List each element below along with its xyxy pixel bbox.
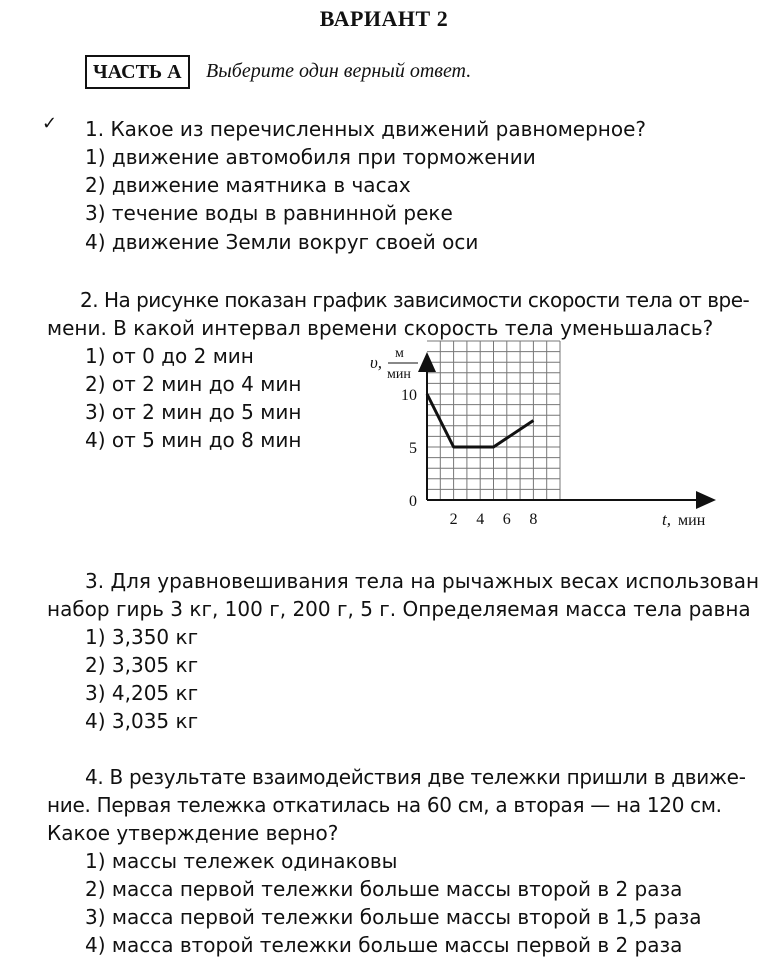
q4-option-4: 4) масса второй тележки больше массы первой в 2 раза bbox=[85, 933, 683, 957]
x-tick-label: 2 bbox=[449, 511, 458, 528]
question-3-text-1: 3. Для уравновешивания тела на рычажных весах использован bbox=[85, 569, 760, 593]
y-tick-label: 0 bbox=[409, 493, 417, 510]
check-mark-icon: ✓ bbox=[42, 113, 58, 134]
x-axis-unit: мин bbox=[678, 512, 706, 529]
y-tick-label: 10 bbox=[401, 387, 417, 404]
q1-option-1: 1) движение автомобиля при торможении bbox=[85, 145, 536, 169]
question-2-text-1: 2. На рисунке показан график зависимости скорости тела от вре- bbox=[80, 288, 750, 312]
q1-option-4: 4) движение Земли вокруг своей оси bbox=[85, 230, 479, 254]
q2-option-4: 4) от 5 мин до 8 мин bbox=[85, 428, 302, 452]
question-1-text: 1. Какое из перечисленных движений равномерное? bbox=[85, 117, 647, 141]
x-tick-label: 6 bbox=[502, 511, 511, 528]
q1-option-2: 2) движение маятника в часах bbox=[85, 173, 411, 197]
q4-option-2: 2) масса первой тележки больше массы второй в 2 раза bbox=[85, 877, 683, 901]
q4-option-1: 1) массы тележек одинаковы bbox=[85, 849, 398, 873]
y-tick-label: 5 bbox=[409, 440, 417, 457]
question-2-text-2: мени. В какой интервал времени скорость тела уменьшалась? bbox=[47, 316, 714, 340]
x-axis-arrow-icon bbox=[696, 491, 716, 509]
question-4-text-2: ние. Первая тележка откатилась на 60 см, а вторая — на 120 см. bbox=[47, 793, 722, 817]
x-axis-symbol: t, bbox=[662, 510, 671, 529]
y-axis-unit-denominator: мин bbox=[387, 367, 411, 382]
velocity-time-chart bbox=[350, 338, 730, 538]
q3-option-4: 4) 3,035 кг bbox=[85, 709, 199, 733]
question-3-text-2: набор гирь 3 кг, 100 г, 200 г, 5 г. Определяемая масса тела равна bbox=[47, 597, 751, 621]
part-label: ЧАСТЬ А bbox=[85, 55, 190, 89]
question-4-text-1: 4. В результате взаимодействия две тележки пришли в движе- bbox=[85, 765, 746, 789]
q3-option-1: 1) 3,350 кг bbox=[85, 625, 199, 649]
variant-title: ВАРИАНТ 2 bbox=[319, 6, 449, 31]
q1-option-3: 3) течение воды в равнинной реке bbox=[85, 201, 453, 225]
x-tick-label: 4 bbox=[476, 511, 485, 528]
y-axis-unit-numerator: м bbox=[395, 346, 404, 361]
q4-option-3: 3) масса первой тележки больше массы второй в 1,5 раза bbox=[85, 905, 702, 929]
q3-option-2: 2) 3,305 кг bbox=[85, 653, 199, 677]
chart-grid bbox=[427, 341, 560, 500]
q2-option-3: 3) от 2 мин до 5 мин bbox=[85, 400, 302, 424]
x-tick-label: 8 bbox=[529, 511, 538, 528]
question-4-text-3: Какое утверждение верно? bbox=[47, 821, 339, 845]
y-axis-symbol: υ, bbox=[370, 353, 383, 372]
q2-option-2: 2) от 2 мин до 4 мин bbox=[85, 372, 302, 396]
q2-option-1: 1) от 0 до 2 мин bbox=[85, 344, 254, 368]
part-instruction: Выберите один верный ответ. bbox=[206, 60, 472, 82]
q3-option-3: 3) 4,205 кг bbox=[85, 681, 199, 705]
